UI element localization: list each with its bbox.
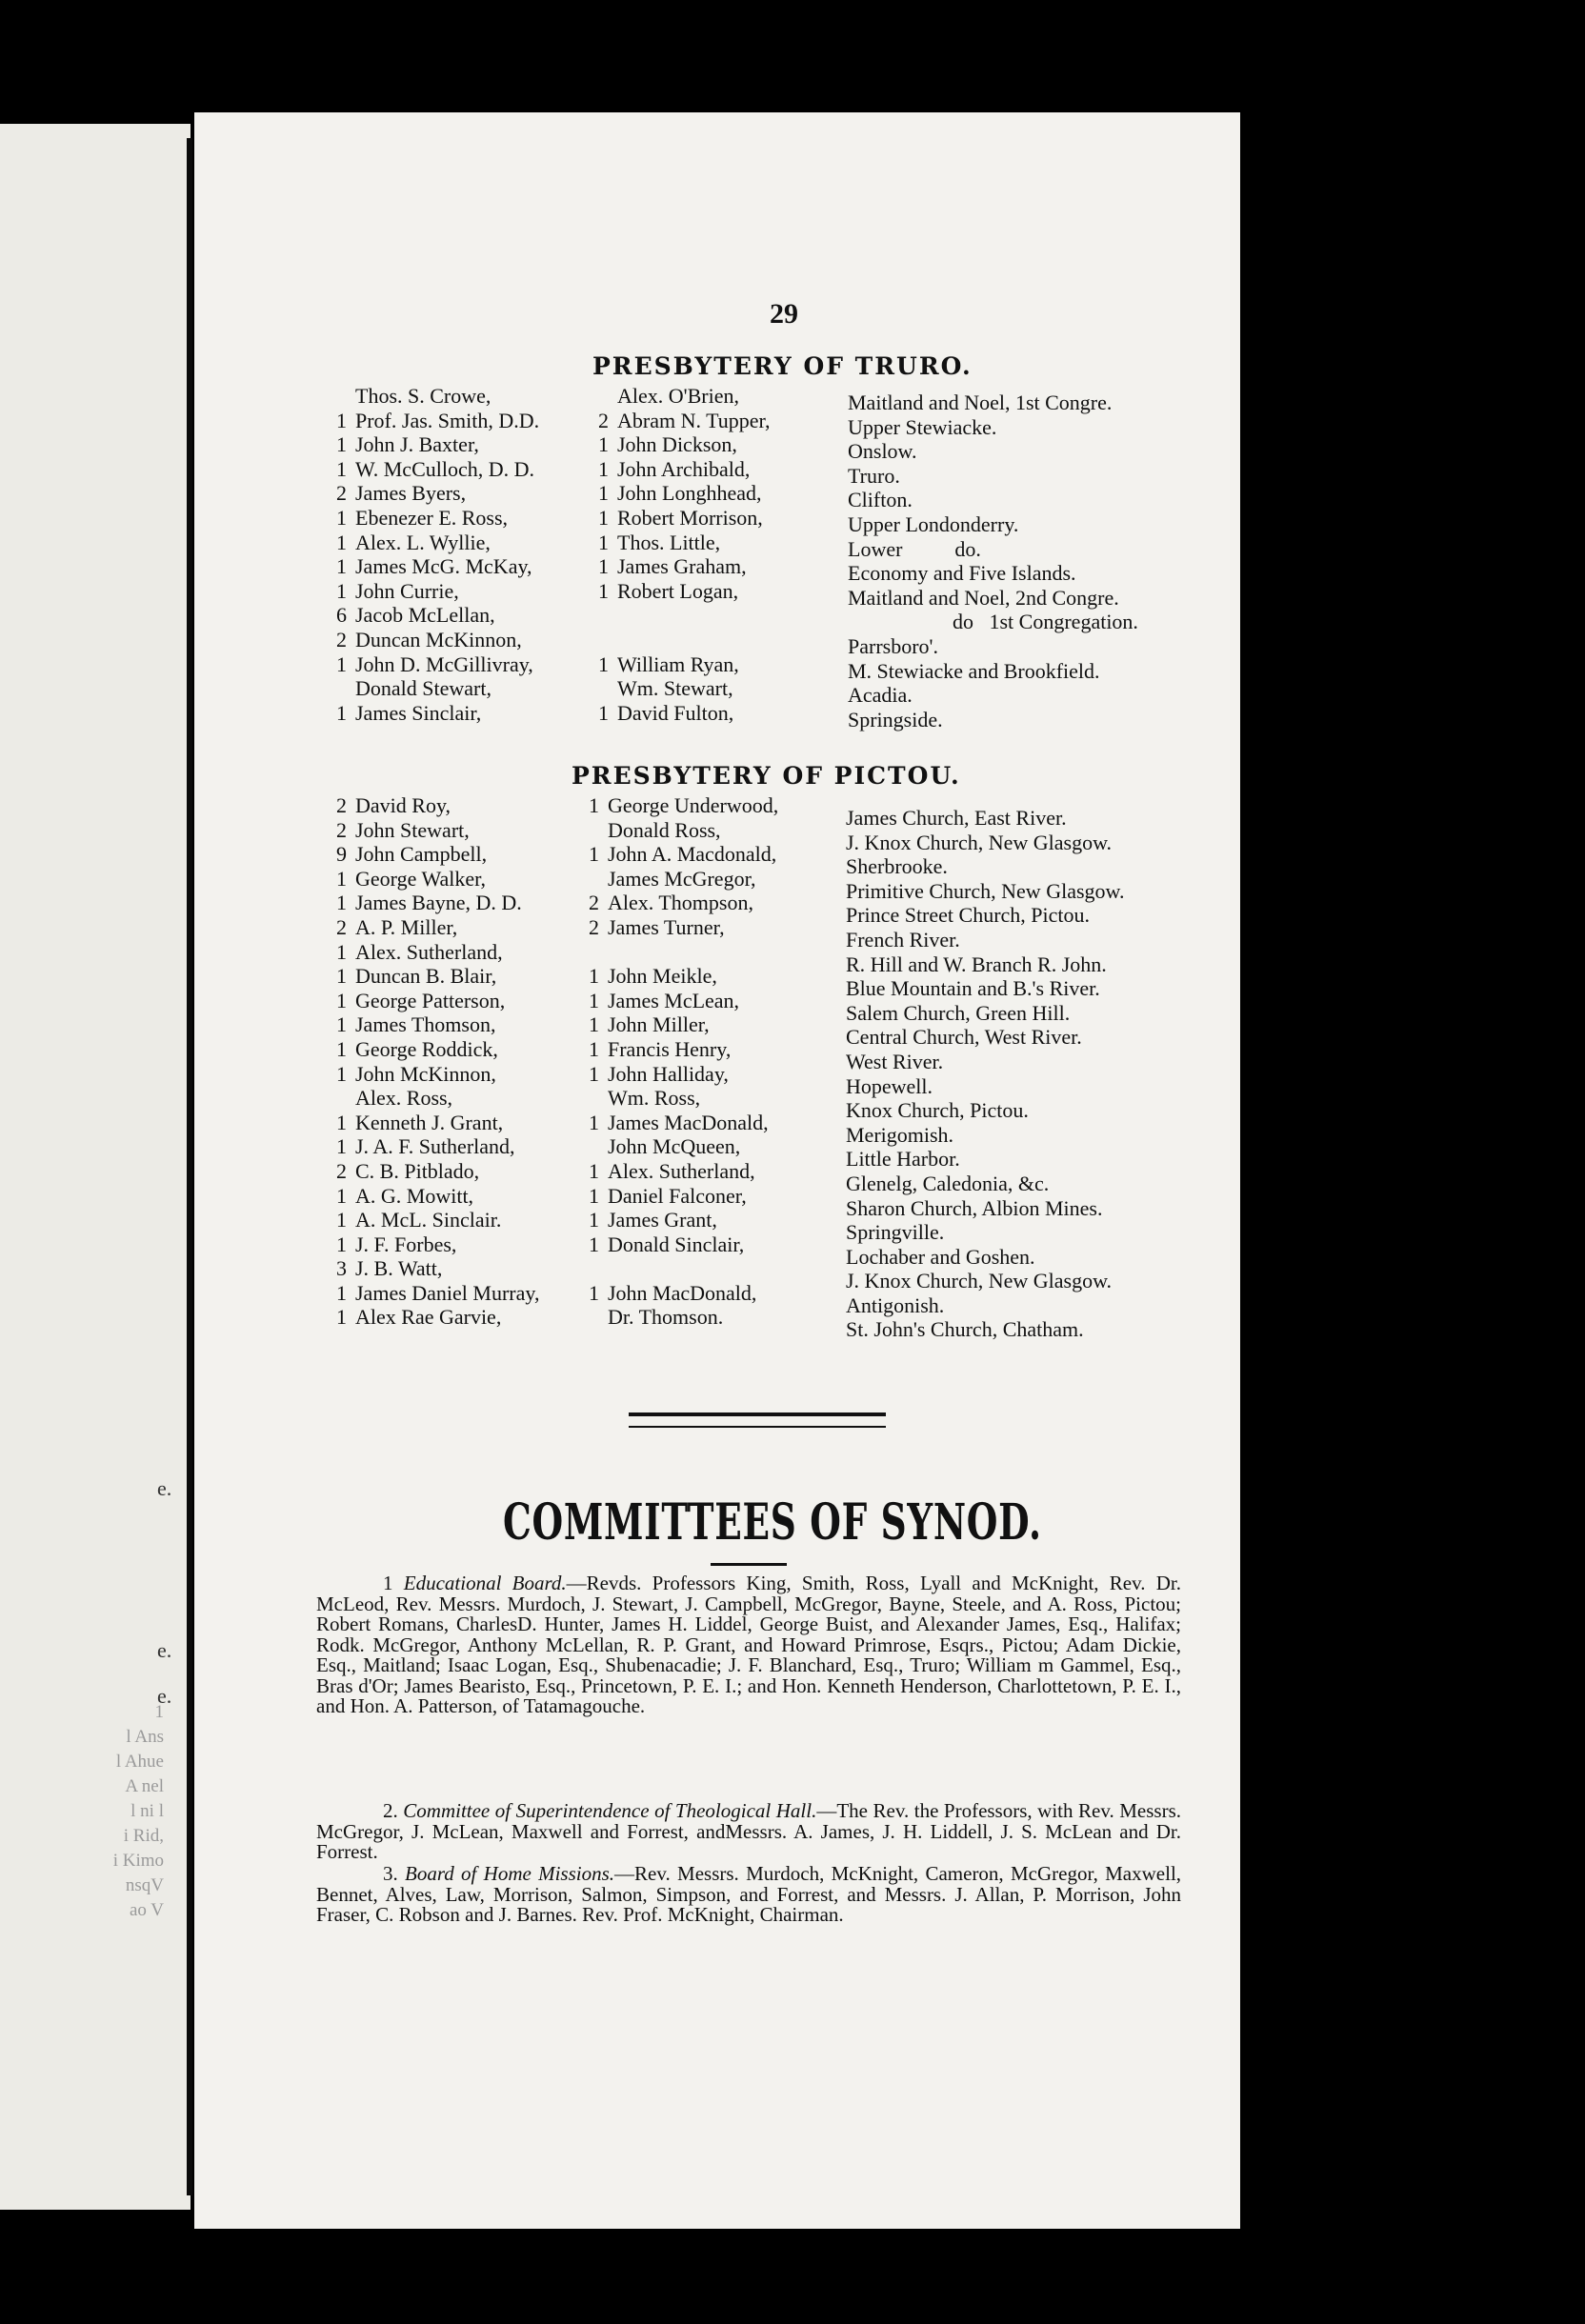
truro-ministers-column <box>336 384 539 725</box>
member-count: 1 <box>336 432 347 457</box>
congregation-name: Primitive Church, New Glasgow. <box>846 878 1125 903</box>
minister-name: John MacDonald, <box>608 1280 757 1305</box>
minister-name: James Graham, <box>617 554 747 579</box>
minister-row <box>589 1134 778 1159</box>
minister-name: Robert Logan, <box>617 578 739 603</box>
minister-row <box>336 652 539 677</box>
minister-name: James Sinclair, <box>355 700 482 725</box>
committee-name: Board of Home Missions. <box>405 1862 615 1885</box>
minister-row <box>336 676 539 701</box>
minister-row <box>589 1062 778 1087</box>
member-count: 2 <box>336 817 347 842</box>
minister-row <box>336 701 539 726</box>
minister-name: Alex. Sutherland, <box>355 939 503 964</box>
committee-name: Educational Board. <box>403 1572 567 1594</box>
member-count: 1 <box>589 1183 599 1208</box>
facing-page-fragment: e. <box>157 1684 172 1708</box>
committee-number: 1 <box>383 1572 393 1594</box>
congregation-name: Sherbrooke. <box>846 854 948 879</box>
title-underline <box>711 1563 787 1566</box>
congregation-name: Clifton. <box>848 488 913 512</box>
minister-row <box>598 481 770 506</box>
minister-name: Alex. Ross, <box>355 1086 453 1111</box>
minister-row <box>336 1232 539 1257</box>
minister-name: Wm. Stewart, <box>617 676 733 701</box>
minister-name: John Dickson, <box>617 432 737 457</box>
minister-name: Wm. Ross, <box>608 1086 701 1111</box>
ghost-line: i Kimo <box>112 1851 164 1871</box>
committee-paragraph-home-missions <box>316 1864 1181 1926</box>
minister-name: Duncan B. Blair, <box>355 964 497 989</box>
minister-name: Donald Stewart, <box>355 676 492 701</box>
member-count: 1 <box>336 651 347 676</box>
minister-row <box>589 1012 778 1037</box>
minister-row <box>336 603 539 628</box>
minister-name: James Thomson, <box>355 1012 496 1037</box>
member-count <box>598 628 617 652</box>
member-count: 1 <box>589 1158 599 1183</box>
minister-name: Abram N. Tupper, <box>617 408 771 432</box>
congregation-name: Little Harbor. <box>846 1147 960 1172</box>
member-count: 1 <box>589 964 599 989</box>
minister-row <box>589 1086 778 1111</box>
minister-row <box>589 1159 778 1184</box>
minister-name: David Fulton, <box>617 700 734 725</box>
minister-name: J. F. Forbes, <box>355 1232 457 1256</box>
minister-row <box>336 793 539 818</box>
minister-row <box>589 915 778 940</box>
minister-row <box>336 628 539 652</box>
minister-name: James Byers, <box>355 481 467 506</box>
minister-row <box>336 964 539 989</box>
minister-row <box>589 818 778 843</box>
member-count <box>589 1086 608 1111</box>
minister-name: Daniel Falconer, <box>608 1183 747 1208</box>
minister-row <box>336 1134 539 1159</box>
minister-row <box>589 867 778 892</box>
committee-members: —Rev. Messrs. Murdoch, McKnight, Cameron, McGregor, Maxwell, Bennet, Alves, Law, Morrison, Salmon, Simpson, and Forrest, and Messrs. J. Allan, P. Morrison, John Fraser, C. Robson and J. Barnes. Rev. Prof. McKnight, Chairman. <box>316 1862 1182 1926</box>
member-count <box>598 603 617 628</box>
congregation-name: West River. <box>846 1049 944 1073</box>
member-count: 6 <box>336 603 347 628</box>
minister-name: George Patterson, <box>355 988 506 1012</box>
member-count: 1 <box>336 1061 347 1086</box>
minister-name: W. McCulloch, D. D. <box>355 456 535 481</box>
minister-row <box>336 989 539 1013</box>
member-count: 1 <box>598 554 609 579</box>
minister-name: Thos. Little, <box>617 530 721 554</box>
committee-members: —Revds. Professors King, Smith, Ross, Lyall and McKnight, Rev. Dr. McLeod, Rev. Messrs. Murdoch, J. Stewart, J. Campbell, McGregor, Bayne, Steele, and A. Ross, Pictou; Robert Romans, CharlesD. Hunter, James H. Liddel, George Buist, and Alexander James, Esq., Halifax; Rodk. McGregor, Anthony McLellan, R. P. Grant, and Howard Primrose, Esqrs., Pictou; Adam Dickie, Esq., Maitland; Isaac Logan, Esq., Shubenacadie; J. F. Blanchard, Esq., Truro; William m Gammel, Esq., Bras d'Or; James Bearisto, Esq., Princetown, P. E. I.; and Hon. Kenneth Henderson, Charlottetown, P. E. I., and Hon. A. Patterson, of Tatamagouche. <box>316 1572 1182 1717</box>
member-count <box>589 940 608 965</box>
minister-row <box>598 579 770 604</box>
member-count: 1 <box>589 1208 599 1232</box>
truro-ministers-column-2 <box>598 384 770 725</box>
committee-paragraph-educational-board <box>316 1573 1181 1717</box>
ghost-line: l ni l <box>130 1801 164 1821</box>
minister-row <box>336 1062 539 1087</box>
member-count: 1 <box>589 842 599 867</box>
minister-row <box>336 867 539 892</box>
minister-row <box>598 652 770 677</box>
pictou-congregations-column <box>846 806 1124 1342</box>
member-count: 1 <box>336 1134 347 1159</box>
minister-row <box>598 628 770 652</box>
member-count: 2 <box>336 1158 347 1183</box>
congregation-name: Blue Mountain and B.'s River. <box>846 976 1100 1001</box>
congregation-name: R. Hill and W. Branch R. John. <box>846 952 1107 976</box>
minister-name: Alex. O'Brien, <box>617 384 739 408</box>
minister-row <box>336 531 539 555</box>
member-count <box>598 676 617 701</box>
committee-number: 2. <box>383 1799 398 1822</box>
minister-name: Thos. S. Crowe, <box>355 384 492 408</box>
congregation-name: do 1st Congregation. <box>953 610 1138 634</box>
member-count <box>589 818 608 843</box>
ghost-line: A nel <box>125 1776 164 1796</box>
facing-page-fragment: e. <box>157 1476 172 1500</box>
member-count <box>336 1086 355 1111</box>
minister-name: Duncan McKinnon, <box>355 627 522 651</box>
minister-name: James Grant, <box>608 1208 717 1232</box>
minister-name: James McLean, <box>608 988 740 1012</box>
minister-name: James MacDonald, <box>608 1110 769 1134</box>
minister-name: John Archibald, <box>617 456 751 481</box>
congregation-name: Hopewell. <box>846 1073 933 1098</box>
minister-row <box>336 481 539 506</box>
facing-page <box>0 124 191 2210</box>
minister-row <box>336 1256 539 1281</box>
minister-name: John Campbell, <box>355 842 488 867</box>
minister-row <box>589 1256 778 1281</box>
minister-row <box>598 701 770 726</box>
minister-name: John D. McGillivray, <box>355 651 533 676</box>
member-count <box>336 384 355 409</box>
congregation-name: Economy and Five Islands. <box>848 561 1076 586</box>
congregation-name: J. Knox Church, New Glasgow. <box>846 830 1113 854</box>
member-count: 2 <box>598 408 609 432</box>
minister-row <box>336 818 539 843</box>
minister-row <box>336 842 539 867</box>
minister-row <box>598 603 770 628</box>
minister-name: Jacob McLellan, <box>355 603 495 628</box>
minister-row <box>336 1305 539 1330</box>
minister-name: J. A. F. Sutherland, <box>355 1134 515 1159</box>
congregation-name: Truro. <box>848 463 900 488</box>
member-count: 1 <box>598 651 609 676</box>
minister-row <box>336 579 539 604</box>
page-number: 29 <box>770 298 798 330</box>
truro-congregations-column <box>848 391 1138 731</box>
minister-row <box>598 554 770 579</box>
congregation-name: Lower do. <box>848 536 981 561</box>
congregation-name: Springville. <box>846 1220 945 1245</box>
congregation-name: Upper Londonderry. <box>848 511 1019 536</box>
minister-row <box>336 506 539 531</box>
congregation-name: Lochaber and Goshen. <box>846 1244 1035 1269</box>
minister-name: John J. Baxter, <box>355 432 479 457</box>
minister-name: Prof. Jas. Smith, D.D. <box>355 408 540 432</box>
committees-title: COMMITTEES OF SYNOD. <box>503 1493 1042 1552</box>
congregation-name: M. Stewiacke and Brookfield. <box>848 658 1100 683</box>
minister-name: Alex. Thompson, <box>608 891 753 915</box>
member-count: 1 <box>336 866 347 891</box>
committee-members: —The Rev. the Professors, with Rev. Messrs. McGregor, J. McLean, Maxwell and Forrest, andMessrs. A. James, J. H. Liddell, J. S. McLean and Dr. Forrest. <box>316 1799 1181 1863</box>
minister-name: James Daniel Murray, <box>355 1280 540 1305</box>
minister-name: John McKinnon, <box>355 1061 496 1086</box>
minister-name: James McG. McKay, <box>355 554 532 579</box>
member-count: 1 <box>336 988 347 1012</box>
member-count: 1 <box>589 793 599 817</box>
minister-name: John Meikle, <box>608 964 717 989</box>
member-count: 1 <box>589 1232 599 1256</box>
minister-row <box>336 1159 539 1184</box>
congregation-name: French River. <box>846 927 960 952</box>
minister-name: Kenneth J. Grant, <box>355 1110 504 1134</box>
member-count: 1 <box>589 1110 599 1134</box>
minister-name: John Halliday, <box>608 1061 729 1086</box>
minister-name: Dr. Thomson. <box>608 1305 724 1330</box>
ghost-line: 1 <box>154 1702 164 1722</box>
member-count: 1 <box>336 530 347 554</box>
member-count <box>589 867 608 892</box>
member-count: 1 <box>589 1280 599 1305</box>
minister-row <box>598 676 770 701</box>
member-count: 1 <box>589 1036 599 1061</box>
minister-name: J. B. Watt, <box>355 1256 443 1281</box>
minister-row <box>336 1184 539 1209</box>
member-count: 1 <box>336 964 347 989</box>
minister-name: James McGregor, <box>608 866 756 891</box>
ghost-line: i Rid, <box>123 1826 164 1846</box>
minister-row <box>336 1012 539 1037</box>
minister-row <box>336 554 539 579</box>
facing-page-fragment: e. <box>157 1638 172 1662</box>
minister-row <box>598 506 770 531</box>
congregation-name: Antigonish. <box>846 1292 945 1317</box>
member-count: 2 <box>336 627 347 651</box>
congregation-name: Salem Church, Green Hill. <box>846 1000 1071 1025</box>
minister-row <box>598 409 770 433</box>
congregation-name: Maitland and Noel, 1st Congre. <box>848 391 1113 414</box>
member-count <box>589 1256 608 1281</box>
member-count <box>589 1134 608 1159</box>
pictou-heading: PRESBYTERY OF PICTOU. <box>572 762 961 790</box>
minister-name: Donald Sinclair, <box>608 1232 745 1256</box>
congregation-name: Glenelg, Caledonia, &c. <box>846 1171 1050 1195</box>
member-count: 2 <box>589 914 599 939</box>
minister-row <box>589 1184 778 1209</box>
minister-name: George Underwood, <box>608 793 779 817</box>
minister-row <box>589 1208 778 1232</box>
minister-name: A. McL. Sinclair. <box>355 1208 502 1232</box>
congregation-name: Knox Church, Pictou. <box>846 1098 1029 1123</box>
member-count: 1 <box>336 1208 347 1232</box>
minister-row <box>336 1111 539 1135</box>
minister-name: David Roy, <box>355 793 451 817</box>
member-count: 1 <box>598 456 609 481</box>
minister-name: Ebenezer E. Ross, <box>355 505 509 530</box>
minister-name: George Roddick, <box>355 1036 498 1061</box>
member-count: 1 <box>598 505 609 530</box>
member-count: 2 <box>336 793 347 817</box>
member-count <box>598 384 617 409</box>
minister-name: Alex. L. Wyllie, <box>355 530 491 554</box>
member-count: 1 <box>336 891 347 915</box>
minister-name: Donald Ross, <box>608 817 721 842</box>
member-count: 1 <box>598 700 609 725</box>
minister-row <box>336 457 539 482</box>
member-count: 1 <box>336 1280 347 1305</box>
minister-name: Alex. Sutherland, <box>608 1158 755 1183</box>
minister-name: C. B. Pitblado, <box>355 1158 480 1183</box>
member-count: 2 <box>336 481 347 506</box>
congregation-name: Central Church, West River. <box>846 1025 1082 1050</box>
member-count: 1 <box>589 1061 599 1086</box>
minister-name: James Bayne, D. D. <box>355 891 522 915</box>
member-count: 1 <box>598 530 609 554</box>
congregation-name: Sharon Church, Albion Mines. <box>846 1195 1103 1220</box>
facing-page-ghost-text <box>59 1700 164 1923</box>
member-count: 3 <box>336 1256 347 1281</box>
minister-name: A. G. Mowitt, <box>355 1183 474 1208</box>
minister-row <box>336 891 539 915</box>
minister-row <box>336 432 539 457</box>
minister-name: John Stewart, <box>355 817 470 842</box>
minister-row <box>336 384 539 409</box>
congregation-name: Parrsboro'. <box>848 633 939 658</box>
member-count: 1 <box>336 456 347 481</box>
member-count <box>336 676 355 701</box>
congregation-name: Upper Stewiacke. <box>848 414 997 439</box>
congregation-name: Merigomish. <box>846 1122 954 1147</box>
minister-row <box>589 940 778 965</box>
minister-row <box>598 432 770 457</box>
minister-row <box>336 915 539 940</box>
truro-heading: PRESBYTERY OF TRURO. <box>592 352 973 380</box>
page-gutter <box>187 138 192 2195</box>
minister-row <box>598 457 770 482</box>
congregation-name: Acadia. <box>848 683 913 708</box>
member-count: 1 <box>336 1183 347 1208</box>
minister-row <box>589 842 778 867</box>
member-count: 1 <box>598 432 609 457</box>
committee-name: Committee of Superintendence of Theological Hall. <box>403 1799 817 1822</box>
member-count: 2 <box>336 914 347 939</box>
congregation-name: J. Knox Church, New Glasgow. <box>846 1269 1113 1293</box>
minister-row <box>336 409 539 433</box>
pictou-ministers-column <box>336 793 539 1330</box>
minister-row <box>589 793 778 818</box>
minister-row <box>589 989 778 1013</box>
minister-row <box>589 1037 778 1062</box>
congregation-name: Onslow. <box>848 439 917 464</box>
minister-row <box>336 1037 539 1062</box>
member-count: 2 <box>589 891 599 915</box>
pictou-ministers-column-2 <box>589 793 778 1330</box>
minister-name: John A. Macdonald, <box>608 842 777 867</box>
minister-row <box>589 1232 778 1257</box>
minister-name: John McQueen, <box>608 1134 741 1159</box>
congregation-name: James Church, East River. <box>846 806 1067 830</box>
ghost-line: l Ahue <box>115 1752 164 1772</box>
minister-row <box>589 1305 778 1330</box>
member-count: 1 <box>336 1232 347 1256</box>
minister-name: Alex Rae Garvie, <box>355 1305 502 1330</box>
minister-row <box>336 1208 539 1232</box>
section-divider <box>629 1412 886 1428</box>
minister-row <box>589 1281 778 1306</box>
committee-paragraph-theological-hall <box>316 1801 1181 1863</box>
ghost-line: nsqV <box>125 1875 164 1895</box>
minister-name: Francis Henry, <box>608 1036 732 1061</box>
minister-row <box>336 940 539 965</box>
minister-row <box>589 891 778 915</box>
minister-name: A. P. Miller, <box>355 914 458 939</box>
member-count: 1 <box>336 578 347 603</box>
member-count: 1 <box>336 1110 347 1134</box>
member-count: 1 <box>336 505 347 530</box>
member-count: 1 <box>336 1012 347 1037</box>
member-count: 1 <box>336 408 347 432</box>
minister-row <box>336 1281 539 1306</box>
member-count: 1 <box>589 1012 599 1037</box>
member-count <box>589 1305 608 1330</box>
member-count: 1 <box>336 1036 347 1061</box>
minister-row <box>589 1111 778 1135</box>
member-count: 1 <box>336 700 347 725</box>
minister-name: George Walker, <box>355 866 487 891</box>
minister-name: James Turner, <box>608 914 725 939</box>
minister-name: William Ryan, <box>617 651 739 676</box>
minister-name: John Currie, <box>355 578 459 603</box>
member-count: 1 <box>598 578 609 603</box>
minister-name: John Longhhead, <box>617 481 762 506</box>
member-count: 1 <box>336 939 347 964</box>
ghost-line: l Ans <box>126 1727 164 1747</box>
minister-row <box>598 531 770 555</box>
ghost-line: ao V <box>129 1900 164 1920</box>
congregation-name: Springside. <box>848 707 943 731</box>
member-count: 1 <box>598 481 609 506</box>
minister-row <box>336 1086 539 1111</box>
member-count: 9 <box>336 842 347 867</box>
minister-name: John Miller, <box>608 1012 710 1037</box>
member-count: 1 <box>336 554 347 579</box>
congregation-name: Maitland and Noel, 2nd Congre. <box>848 585 1119 610</box>
minister-row <box>598 384 770 409</box>
member-count: 1 <box>589 988 599 1012</box>
committee-number: 3. <box>383 1862 398 1885</box>
minister-row <box>589 964 778 989</box>
congregation-name: Prince Street Church, Pictou. <box>846 903 1091 928</box>
congregation-name: St. John's Church, Chatham. <box>846 1317 1084 1342</box>
minister-name: Robert Morrison, <box>617 505 763 530</box>
member-count: 1 <box>336 1305 347 1330</box>
